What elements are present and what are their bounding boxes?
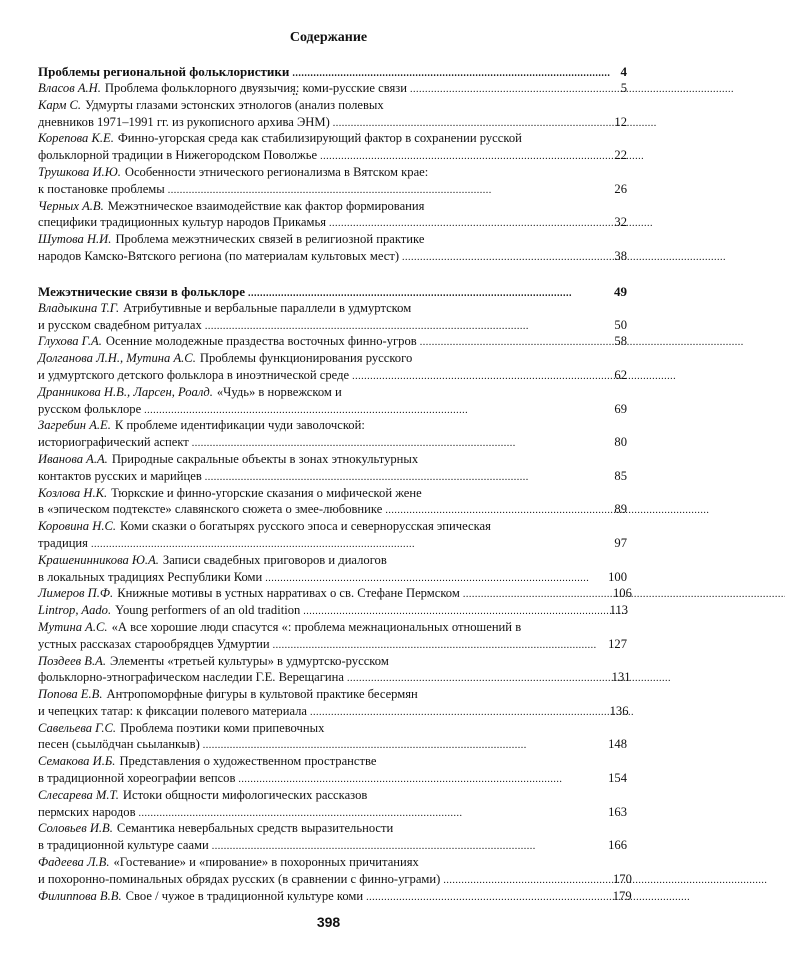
toc-entry-line <box>38 300 627 317</box>
entry-title-text: Элементы «третьей культуры» в удмуртско-русском <box>109 653 389 668</box>
entry-title-text: Записи свадебных приговоров и диалогов <box>162 552 387 567</box>
entry-author: Корепова К.Е. <box>38 131 114 146</box>
entry-title-text: К проблеме идентификации чуди заволочской: <box>114 418 365 433</box>
toc-entry-line <box>38 147 627 164</box>
toc-entry-line <box>38 317 627 334</box>
entry-title-text: дневников 1971–1991 гг. из рукописного архива ЭНМ) <box>38 114 330 129</box>
entry-page-number: 166 <box>608 838 627 853</box>
toc-entry-line <box>38 401 627 418</box>
toc-entry-line <box>38 333 627 350</box>
section-heading-text: Межэтнические связи в фольклоре <box>38 283 245 299</box>
entry-author: Карм С. <box>38 97 82 112</box>
entry-author: Черных А.В. <box>38 198 104 213</box>
toc-entry-line <box>38 248 627 265</box>
toc-entry-line <box>38 837 627 854</box>
entry-author: Поздеев В.А. <box>38 653 106 668</box>
toc-entry-line <box>38 384 627 401</box>
page-title: Содержание <box>289 30 368 45</box>
entry-page-number: 5 <box>620 81 627 95</box>
entry-title-text: фольклорной традиции в Нижегородском Поволжье <box>38 148 318 163</box>
entry-page-number: 148 <box>608 737 627 752</box>
entry-author: Загребин А.Е. <box>38 418 111 433</box>
entry-page-number: 154 <box>608 771 627 786</box>
entry-title-text: в традиционной культуре саами <box>38 838 209 853</box>
entry-title-text: пермских народов <box>38 804 136 819</box>
entry-page-number: 136 <box>609 703 629 718</box>
toc-entry[interactable] <box>38 552 627 586</box>
toc-entry-line <box>38 417 627 434</box>
entry-author: Крашенинникова Ю.А. <box>38 552 159 567</box>
entry-author: Козлова Н.К. <box>38 485 108 500</box>
toc-entry[interactable] <box>38 820 627 854</box>
entry-title-text: Антропоморфные фигуры в культовой практике бесермян <box>106 687 418 702</box>
entry-page-number: 62 <box>614 367 627 382</box>
toc-entry-line <box>38 736 627 753</box>
toc-entry[interactable] <box>38 333 627 350</box>
entry-title-text: фольклорно-этнографическом наследии Г.Е. Верещагина <box>38 670 344 685</box>
entry-title-text: песен (сьылӧдчан сьыланкыв) <box>38 737 200 752</box>
section-heading-text: Проблемы региональной фольклористики <box>38 64 290 79</box>
dot-leader <box>310 703 607 722</box>
entry-author: Соловьев И.В. <box>38 821 113 836</box>
dot-leader <box>410 80 610 99</box>
dot-leader <box>420 333 610 352</box>
toc-entry-line <box>38 602 627 619</box>
entry-title-text: Книжные мотивы в устных нарративах о св. Стефане Пермском <box>117 586 460 601</box>
toc-entry-line <box>38 80 627 97</box>
entry-page-number: 85 <box>614 468 627 483</box>
entry-title-text: русском фольклоре <box>38 401 142 416</box>
section-spacer <box>38 265 627 283</box>
entry-title-text: Межэтническое взаимодействие как фактор формирования <box>107 198 425 213</box>
entry-page-number: 80 <box>614 435 627 450</box>
toc-entry[interactable] <box>38 518 627 552</box>
entry-page-number: 69 <box>614 401 627 416</box>
toc-entry-line <box>38 720 627 737</box>
entry-page-number: 38 <box>614 248 627 263</box>
toc-entry-line <box>38 350 627 367</box>
entry-page-number: 127 <box>608 636 627 651</box>
entry-author: Коровина Н.С. <box>38 519 117 534</box>
entry-page-number: 32 <box>614 215 627 230</box>
entry-page-number: 58 <box>614 334 627 349</box>
dot-leader <box>352 367 610 386</box>
toc-entry-line <box>38 619 627 636</box>
section-page-number: 49 <box>614 283 627 299</box>
entry-title-text: Коми сказки о богатырях русского эпоса и севернорусская эпическая <box>120 519 491 534</box>
entry-page-number: 89 <box>614 502 627 517</box>
entry-author: Семакова И.Б. <box>38 754 116 769</box>
entry-author: Власов А.Н. <box>38 81 101 95</box>
entry-page-number: 100 <box>608 569 627 584</box>
toc-entry-line <box>38 669 631 686</box>
entry-title-text: и похоронно-поминальных обрядах русских (в сравнении с финно-уграми) <box>38 871 441 886</box>
toc-entry-line <box>38 636 627 653</box>
toc-entry[interactable] <box>38 686 627 720</box>
entry-title-text: в традиционной хореографии вепсов <box>38 771 236 786</box>
section-page-number: 4 <box>620 64 627 79</box>
entry-title-text: в локальных традициях Республики Коми <box>38 569 263 584</box>
toc-entry-line <box>38 686 627 703</box>
toc-entry[interactable] <box>38 485 627 519</box>
toc-entry-line <box>38 535 627 552</box>
toc-entry-line <box>38 214 627 231</box>
toc-entry-line <box>38 181 627 198</box>
toc-entry-line <box>38 820 627 837</box>
entry-title-text: Природные сакральные объекты в зонах этнокультурных <box>111 451 419 466</box>
toc-entry[interactable] <box>38 720 627 754</box>
toc-entry[interactable] <box>38 231 627 265</box>
entry-title-text: к постановке проблемы <box>38 181 165 196</box>
entry-title-text: Young performers of an old tradition <box>115 603 301 618</box>
entry-title-text: Проблема поэтики коми припевочных <box>120 720 325 735</box>
toc-entry-line <box>38 569 627 586</box>
entry-author: Владыкина Т.Г. <box>38 300 120 315</box>
entry-author: Фадеева Л.В. <box>38 855 110 870</box>
toc-entry[interactable] <box>38 619 627 653</box>
entry-title-text: народов Камско-Вятского региона (по материалам культовых мест) <box>38 248 400 263</box>
entry-title-text: и русском свадебном ритуалах <box>38 317 202 332</box>
toc-entry[interactable] <box>38 97 627 131</box>
toc-entry-line <box>38 770 627 787</box>
entry-title-text: и чепецких татар: к фиксации полевого материала <box>38 703 308 718</box>
entry-author: Филиппова В.В. <box>38 888 122 903</box>
entry-title-text: Атрибутивные и вербальные параллели в удмуртском <box>123 300 412 315</box>
entry-author: Дранникова Н.В., Ларсен, Роалд. <box>38 384 213 399</box>
toc-entry[interactable] <box>38 130 627 164</box>
entry-title-text: специфики традиционных культур народов Прикамья <box>38 215 326 230</box>
entry-page-number: 113 <box>609 603 629 618</box>
toc-entry-line <box>38 485 627 502</box>
toc-entry[interactable] <box>38 300 627 334</box>
entry-page-number: 12 <box>614 114 627 129</box>
dot-leader <box>402 248 610 267</box>
toc-entry-line <box>38 114 627 131</box>
entry-title-text: Тюркские и финно-угорские сказания о мифической жене <box>111 485 422 500</box>
entry-page-number: 179 <box>612 888 632 903</box>
entry-page-number: 50 <box>614 317 627 332</box>
entry-page-number: 131 <box>611 670 631 685</box>
entry-page-number: 97 <box>614 535 627 550</box>
toc-entry-line <box>38 703 627 720</box>
entry-author: Попова Е.В. <box>38 687 103 702</box>
entry-title-text: Финно-угорская среда как стабилизирующий фактор в сохранении русской <box>117 131 522 146</box>
entry-author: Слесарева М.Т. <box>38 787 119 802</box>
toc-entry[interactable] <box>38 888 632 905</box>
toc-entry-line <box>38 434 627 451</box>
toc-entry-line <box>38 501 627 518</box>
toc-entry-line <box>38 198 627 215</box>
toc-entry[interactable] <box>38 787 627 821</box>
toc-entry-line <box>38 804 627 821</box>
entry-title-text: Истоки общности мифологических рассказов <box>122 787 368 802</box>
toc-entry-line <box>38 518 627 535</box>
toc-entry[interactable] <box>38 753 627 787</box>
entry-title-text: Свое / чужое в традиционной культуре коми <box>125 888 364 903</box>
entry-author: Lintrop, Aado. <box>38 603 112 618</box>
toc-entry-line <box>38 888 632 905</box>
toc-entry-line <box>38 871 632 888</box>
toc-entry[interactable] <box>38 602 627 619</box>
toc-entry[interactable] <box>38 80 627 97</box>
entry-page-number: 26 <box>614 181 627 196</box>
entry-author: Трушкова И.Ю. <box>38 164 121 179</box>
toc-entry-line <box>38 231 627 248</box>
entry-author: Шутова Н.И. <box>38 232 112 247</box>
entry-title-text: контактов русских и марийцев <box>38 468 202 483</box>
entry-title-text: Проблема фольклорного двуязычия: коми-русские связи <box>104 81 408 95</box>
toc-entry[interactable] <box>38 384 627 418</box>
entry-title-text: Проблемы функционирования русского <box>199 351 413 366</box>
toc-entry[interactable] <box>38 854 632 888</box>
toc-entry-line <box>38 130 627 147</box>
entry-page-number: 106 <box>613 586 632 601</box>
toc-entry-line <box>38 451 627 468</box>
entry-title-text: Семантика невербальных средств выразительности <box>116 821 394 836</box>
toc-entry-line <box>38 164 627 181</box>
toc-entry-line <box>38 653 627 670</box>
entry-author: Мутина А.С. <box>38 619 108 634</box>
toc-entry[interactable] <box>38 198 627 232</box>
toc-entry[interactable] <box>38 451 627 485</box>
toc-entry-line <box>38 468 627 485</box>
entry-title-text: Особенности этнического регионализма в Вятском крае: <box>124 164 429 179</box>
toc-entry-line <box>38 787 627 804</box>
toc-entry[interactable] <box>38 417 627 451</box>
entry-author: Глухова Г.А. <box>38 334 102 349</box>
toc-entry-line <box>38 854 627 871</box>
entry-title-text: устных рассказах старообрядцев Удмуртии <box>38 636 270 651</box>
toc-entry[interactable] <box>38 653 631 687</box>
toc-entry-line <box>38 753 627 770</box>
entry-page-number: 22 <box>614 148 627 163</box>
entry-title-text: историографический аспект <box>38 435 189 450</box>
entry-title-text: Удмурты глазами эстонских этнологов (анализ полевых <box>85 97 384 112</box>
toc-entry-line <box>38 585 632 602</box>
entry-title-text: «А все хорошие люди спасутся «: проблема межнациональных отношений в <box>111 619 522 634</box>
entry-title-text: Осенние молодежные праздества восточных финно-угров <box>105 334 417 349</box>
entry-title-text: традиция <box>38 535 88 550</box>
entry-title-text: «Гостевание» и «пирование» в похоронных причитаниях <box>113 855 419 870</box>
entry-page-number: 170 <box>613 871 632 886</box>
toc-entry[interactable] <box>38 350 627 384</box>
entry-title-text: «Чудь» в норвежском и <box>216 384 342 399</box>
page-number: 398 <box>316 914 341 930</box>
toc-entry[interactable] <box>38 585 632 602</box>
dot-leader <box>366 888 610 907</box>
entry-author: Лимеров П.Ф. <box>38 586 114 601</box>
section-heading <box>38 283 627 300</box>
entry-author: Савельева Г.С. <box>38 720 117 735</box>
entry-title-text: в «эпическом подтексте» славянского сюжета о змее-любовнике <box>38 502 383 517</box>
entry-author: Иванова А.А. <box>38 451 108 466</box>
toc-entry-line <box>38 367 627 384</box>
entry-title-text: Проблема межэтнических связей в религиозной практике <box>115 232 425 247</box>
toc-entry-line <box>38 552 627 569</box>
section-heading <box>38 63 627 80</box>
toc-entry[interactable] <box>38 164 627 198</box>
table-of-contents <box>38 63 632 904</box>
entry-page-number: 163 <box>608 804 627 819</box>
entry-title-text: Представления о художественном пространстве <box>119 754 377 769</box>
entry-title-text: и удмуртского детского фольклора в иноэтнической среде <box>38 367 350 382</box>
entry-author: Долганова Л.Н., Мутина А.С. <box>38 351 196 366</box>
